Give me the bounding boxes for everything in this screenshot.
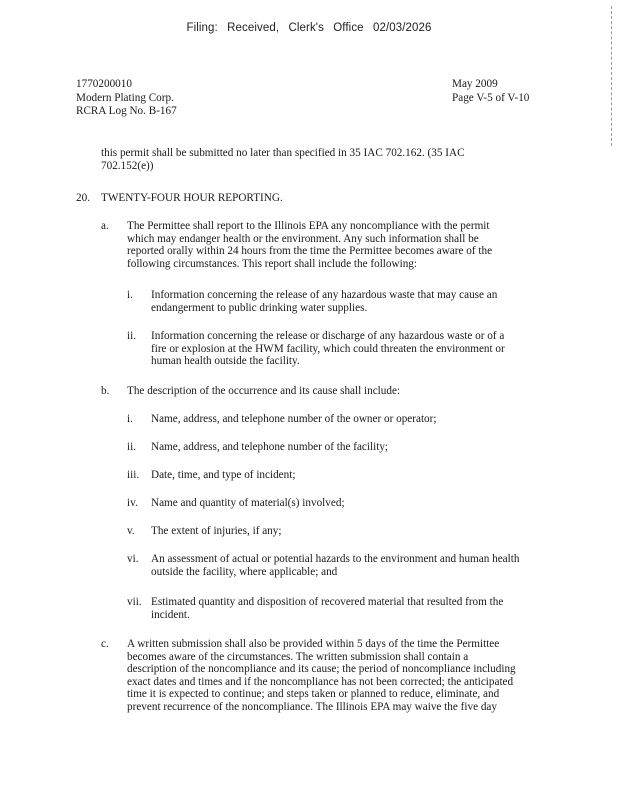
subitem-text [151,289,497,314]
text-line: which may endanger health or the environment. Any such information shall be [127,232,479,245]
text-line: becomes aware of the circumstances. The written submission shall contain a [127,650,469,663]
text-line: endangerment to public drinking water supplies. [151,301,368,314]
page-number: Page V-5 of V-10 [452,91,530,104]
subitem-text [151,413,437,426]
permit-id: 1770200010 [76,78,132,90]
item-a-text [127,220,492,270]
subitem-text [151,497,345,510]
section-number: 20. [76,192,90,204]
subitem-text [151,596,503,621]
item-b-text [127,385,400,398]
text-line: Name and quantity of material(s) involved; [151,497,345,509]
text-line: Date, time, and type of incident; [151,469,296,481]
text-line: reported orally within 24 hours from the time the Permittee becomes aware of the [127,245,493,258]
subitem-label: iii. [127,469,140,481]
subitem-text [151,553,519,578]
company-name: Modern Plating Corp. [76,91,174,104]
subitem-label: vi. [127,553,139,565]
text-line: Information concerning the release of any hazardous waste that may cause an [151,289,498,301]
item-a-label: a. [101,220,109,232]
text-line: description of the noncompliance and its cause; the period of noncompliance including [127,663,516,676]
section-title: TWENTY-FOUR HOUR REPORTING. [101,192,283,204]
text-line: Estimated quantity and disposition of recovered material that resulted from the [151,596,504,608]
text-line: prevent recurrence of the noncompliance. The Illinois EPA may waive the five day [127,700,497,713]
text-line: human health outside the facility. [151,355,300,368]
header-right [452,78,529,105]
subitem-text [151,525,281,538]
text-line: incident. [151,608,190,621]
document-date: May 2009 [452,78,498,90]
text-line: fire or explosion at the HWM facility, which could threaten the environment or [151,342,505,355]
subitem-text [151,441,388,454]
item-c-text [127,638,516,714]
text-line: A written submission shall also be provided within 5 days of the time the Permittee [127,638,500,650]
filing-stamp: Filing: Received, Clerk's Office 02/03/2026 [186,22,432,34]
text-line: Name, address, and telephone number of the facility; [151,441,389,453]
subitem-label: ii. [127,330,137,342]
subitem-label: vii. [127,596,142,608]
text-line: outside the facility, where applicable; and [151,565,338,578]
text-line: exact dates and times and if the noncompliance has not been corrected; the anticipated [127,675,514,688]
text-line: The extent of injuries, if any; [151,525,282,537]
rcra-log-number: RCRA Log No. B-167 [76,105,177,117]
text-line: this permit shall be submitted no later than specified in 35 IAC 702.162. (35 IAC [101,147,465,159]
continuation-paragraph [101,147,465,172]
scan-edge-mark [611,6,613,146]
subitem-label: i. [127,413,133,425]
subitem-label: ii. [127,441,137,453]
header-left [76,78,177,119]
text-line: Name, address, and telephone number of the owner or operator; [151,413,437,425]
item-b-label: b. [101,385,110,397]
text-line: The description of the occurrence and its cause shall include: [127,385,401,397]
text-line: time it is expected to continue; and steps taken or planned to reduce, eliminate, and [127,688,500,701]
subitem-label: i. [127,289,133,301]
text-line: following circumstances. This report shall include the following: [127,257,417,270]
subitem-text [151,330,505,368]
text-line: An assessment of actual or potential hazards to the environment and human health [151,553,520,565]
text-line: The Permittee shall report to the Illinois EPA any noncompliance with the permit [127,220,490,232]
subitem-label: v. [127,525,135,537]
subitem-text [151,469,295,482]
text-line: 702.152(e)) [101,159,154,172]
item-c-label: c. [101,638,109,650]
subitem-label: iv. [127,497,138,509]
text-line: Information concerning the release or discharge of any hazardous waste or of a [151,330,505,342]
